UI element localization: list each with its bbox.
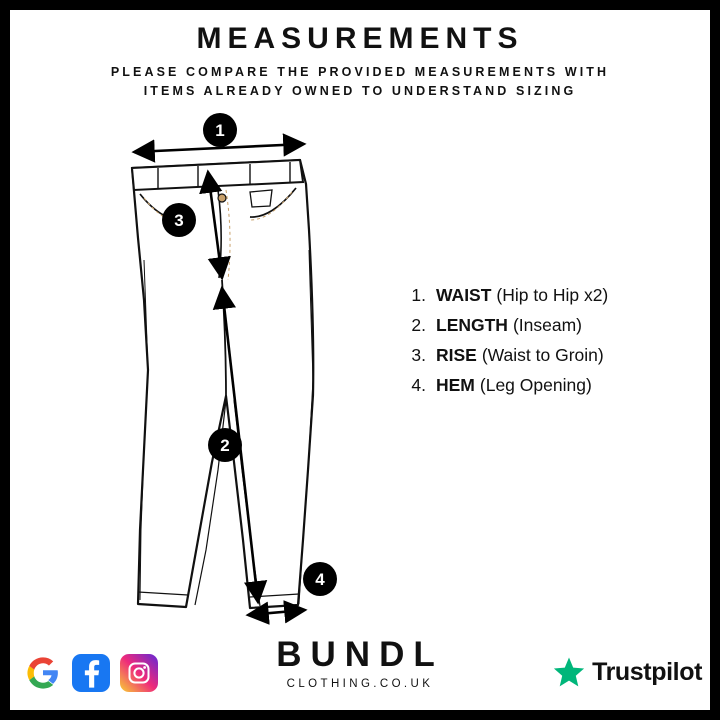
legend-description: (Hip to Hip x2) [496, 285, 609, 305]
page-title: MEASUREMENTS [196, 22, 524, 55]
legend-term: LENGTH [436, 315, 508, 335]
jeans-diagram [100, 110, 420, 630]
legend-item-hem [400, 375, 690, 396]
content-card [10, 10, 710, 710]
header [10, 22, 710, 102]
trustpilot-star-icon [553, 656, 585, 688]
marker-4: 4 [303, 562, 337, 596]
legend-number: 2. [411, 315, 426, 335]
legend-term: WAIST [436, 285, 492, 305]
marker-2: 2 [208, 428, 242, 462]
page-subtitle [40, 63, 680, 102]
jeans-illustration [100, 110, 420, 630]
trustpilot-label: Trustpilot [592, 657, 702, 686]
legend-description: (Waist to Groin) [481, 345, 604, 365]
marker-1: 1 [203, 113, 237, 147]
legend-number: 4. [411, 375, 426, 395]
brand-website: CLOTHING.CO.UK [286, 678, 434, 690]
legend-description: (Inseam) [512, 315, 582, 335]
subtitle-line-2: ITEMS ALREADY OWNED TO UNDERSTAND SIZING [143, 84, 577, 99]
legend-term: HEM [436, 375, 475, 395]
legend-term: RISE [436, 345, 477, 365]
subtitle-line-1: PLEASE COMPARE THE PROVIDED MEASUREMENTS WITH [110, 65, 610, 79]
footer [10, 615, 710, 710]
brand-name: BUNDL [276, 635, 444, 674]
legend-item-length [400, 315, 690, 336]
legend-number: 1. [411, 285, 426, 305]
legend-number: 3. [411, 345, 426, 365]
measurement-legend [400, 285, 690, 405]
trustpilot-logo[interactable] [553, 656, 702, 688]
legend-item-rise [400, 345, 690, 366]
marker-3: 3 [162, 203, 196, 237]
legend-item-waist [400, 285, 690, 306]
legend-description: (Leg Opening) [479, 375, 592, 395]
